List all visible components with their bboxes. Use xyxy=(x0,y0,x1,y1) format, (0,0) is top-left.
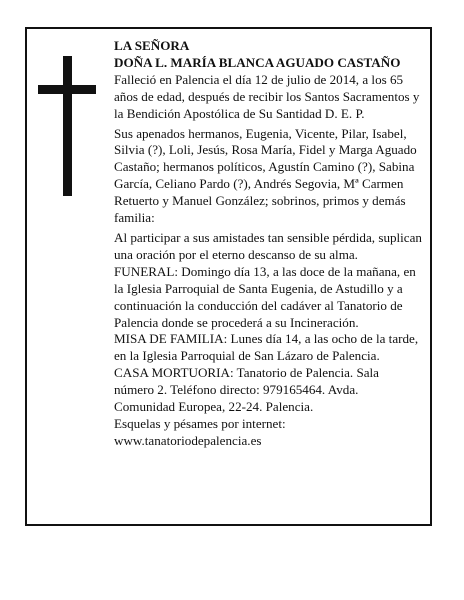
family-mass-details: MISA DE FAMILIA: Lunes día 14, a las ocho de la tarde, en la Iglesia Parroquial de San Lázaro de Palencia. xyxy=(114,331,419,364)
cross-icon-arm xyxy=(38,85,96,94)
prayer-request: Al participar a sus amistades tan sensible pérdida, suplican una oración por el eterno descanso de su alma. xyxy=(114,229,422,262)
deceased-name: DOÑA L. MARÍA BLANCA AGUADO CASTAÑO xyxy=(114,54,401,70)
cross-icon xyxy=(63,56,72,196)
notice-text xyxy=(114,38,422,450)
family-list: Sus apenados hermanos, Eugenia, Vicente, Pilar, Isabel, Silvia (?), Loli, Jesús, Rosa María, Fidel y Marga Aguado Castaño; hermanos políticos, Agustín Camino (?), Sabina García, Celiano Pardo (?), Andrés Segovia, Mª Carmen Retuerto y Manuel González; sobrinos, primos y demás familia: xyxy=(114,125,417,226)
website-link[interactable]: www.tanatoriodepalencia.es xyxy=(114,432,262,448)
internet-condolences-label: Esquelas y pésames por internet: xyxy=(114,415,286,431)
funeral-details: FUNERAL: Domingo día 13, a las doce de la mañana, en la Iglesia Parroquial de Santa Eugenia, de Astudillo y a continuación la conducción del cadáver al Tanatorio de Palencia donde se procederá a su Incineración. xyxy=(114,263,416,330)
death-details: Falleció en Palencia el día 12 de julio de 2014, a los 65 años de edad, después de recibir los Santos Sacramentos y la Bendición Apostólica de Su Santidad D. E. P. xyxy=(114,71,420,121)
mortuary-details: CASA MORTUORIA: Tanatorio de Palencia. Sala número 2. Teléfono directo: 979165464. Avda. Comunidad Europea, 22-24. Palencia. xyxy=(114,365,379,415)
notice-heading-title: LA SEÑORA xyxy=(114,38,190,53)
